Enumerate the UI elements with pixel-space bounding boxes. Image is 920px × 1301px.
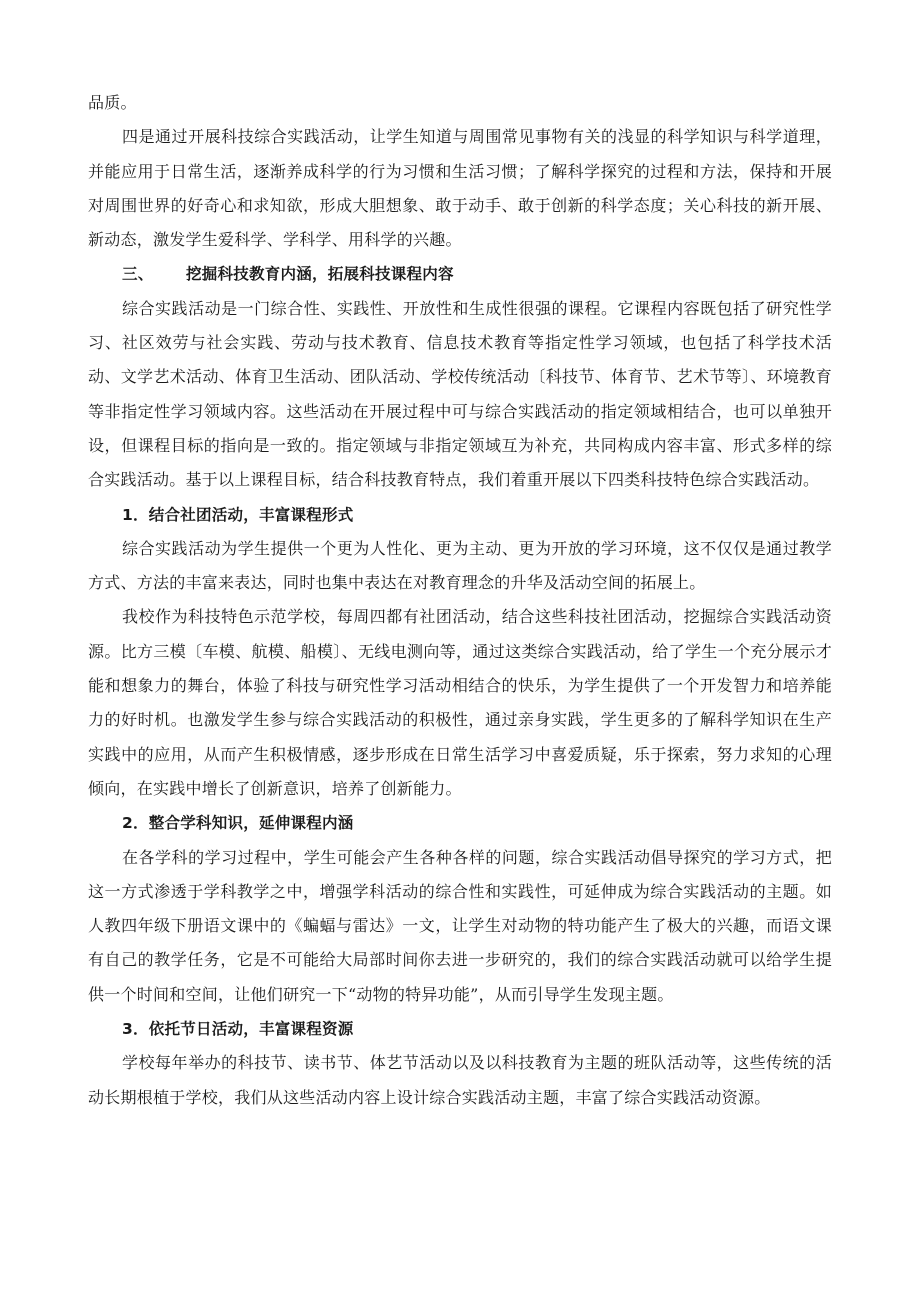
paragraph: 在各学科的学习过程中，学生可能会产生各种各样的问题，综合实践活动倡导探究的学习方式，把这一方式渗透于学科教学之中，增强学科活动的综合性和实践性，可延伸成为综合实践活动的主题。如人教四年级下册语文课中的《蝙蝠与雷达》一文，让学生对动物的特功能产生了极大的兴趣，而语文课有自己的教学任务，它是不可能给大局部时间你去进一步研究的，我们的综合实践活动就可以给学生提供一个时间和空间，让他们研究一下“动物的特异功能”，从而引导学生发现主题。: [88, 847, 832, 1004]
paragraph: 综合实践活动是一门综合性、实践性、开放性和生成性很强的课程。它课程内容既包括了研究性学习、社区效劳与社会实践、劳动与技术教育、信息技术教育等指定性学习领域，也包括了科学技术活动、文学艺术活动、体育卫生活动、团队活动、学校传统活动〔科技节、体育节、艺术节等〕、环境教育等非指定性学习领域内容。这些活动在开展过程中可与综合实践活动的指定领域相结合，也可以单独开设，但课程目标的指向是一致的。指定领域与非指定领域互为补充，共同构成内容丰富、形式多样的综合实践活动。基于以上课程目标，结合科技教育特点，我们着重开展以下四类科技特色综合实践活动。: [88, 298, 832, 490]
document-page: [88, 86, 832, 1115]
paragraph: 我校作为科技特色示范学校，每周四都有社团活动，结合这些科技社团活动，挖掘综合实践活动资源。比方三模〔车模、航模、船模〕、无线电测向等，通过这类综合实践活动，给了学生一个充分展示才能和想象力的舞台，体验了科技与研究性学习活动相结合的快乐，为学生提供了一个开发智力和培养能力的好时机。也激发学生参与综合实践活动的积极性，通过亲身实践，学生更多的了解科学知识在生产实践中的应用，从而产生积极情感，逐步形成在日常生活学习中喜爱质疑，乐于探索，努力求知的心理倾向，在实践中增长了创新意识，培养了创新能力。: [88, 607, 832, 798]
subsection-heading: 3．依托节日活动，丰富课程资源: [122, 1020, 354, 1039]
subsection-heading: 1．结合社团活动，丰富课程形式: [122, 505, 354, 524]
section-number: 三、: [122, 265, 154, 284]
paragraph-continuation: 品质。: [88, 93, 137, 112]
section-title: 挖掘科技教育内涵，拓展科技课程内容: [186, 265, 454, 284]
section-heading: [88, 257, 832, 291]
paragraph: 综合实践活动为学生提供一个更为人性化、更为主动、更为开放的学习环境，这不仅仅是通过教学方式、方法的丰富来表达，同时也集中表达在对教育理念的升华及活动空间的拓展上。: [88, 538, 832, 593]
paragraph: 四是通过开展科技综合实践活动，让学生知道与周围常见事物有关的浅显的科学知识与科学道理，并能应用于日常生活，逐渐养成科学的行为习惯和生活习惯；了解科学探究的过程和方法，保持和开展对周围世界的好奇心和求知欲，形成大胆想象、敢于动手、敢于创新的科学态度；关心科技的新开展、新动态，激发学生爱科学、学科学、用科学的兴趣。: [88, 127, 832, 250]
subsection-heading: 2．整合学科知识，延伸课程内涵: [122, 814, 354, 833]
paragraph: 学校每年举办的科技节、读书节、体艺节活动以及以科技教育为主题的班队活动等，这些传统的活动长期根植于学校，我们从这些活动内容上设计综合实践活动主题，丰富了综合实践活动资源。: [88, 1053, 832, 1107]
